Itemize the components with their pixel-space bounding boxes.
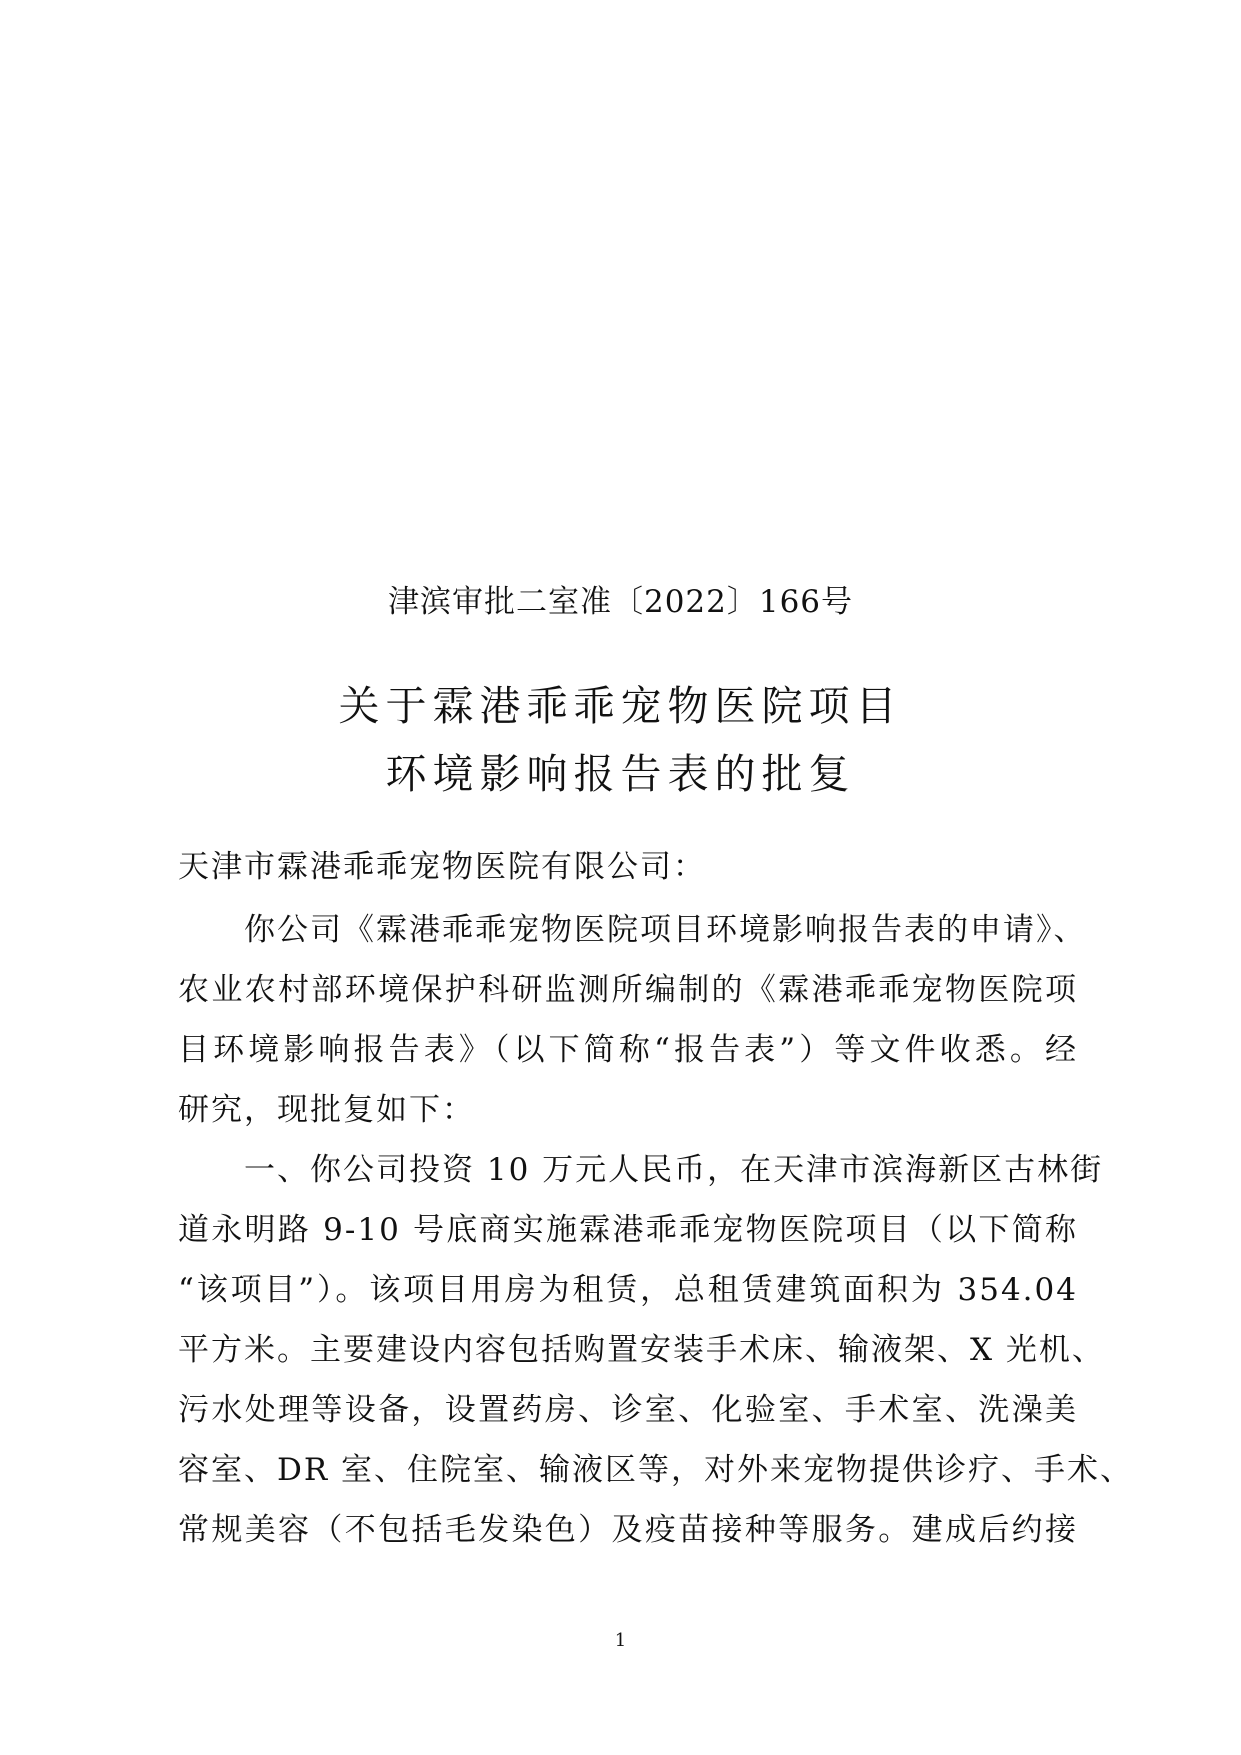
document-title-line-1: 关于霖港乖乖宠物医院项目 [338, 682, 903, 730]
body-line: 你公司《霖港乖乖宠物医院项目环境影响报告表的申请》、 [244, 912, 1087, 948]
body-line: 平方米。主要建设内容包括购置安装手术床、输液架、X 光机、 [178, 1332, 1105, 1368]
body-line: 常规美容（不包括毛发染色）及疫苗接种等服务。建成后约接 [178, 1512, 1078, 1548]
addressee: 天津市霖港乖乖宠物医院有限公司： [178, 849, 706, 885]
document-title-line-2: 环境影响报告表的批复 [385, 750, 856, 798]
body-line: “该项目”）。该项目用房为租赁，总租赁建筑面积为 354.04 [178, 1272, 1078, 1308]
body-line: 研究，现批复如下： [178, 1092, 475, 1128]
body-line: 道永明路 9-10 号底商实施霖港乖乖宠物医院项目（以下简称 [178, 1212, 1078, 1248]
body-line: 目环境影响报告表》（以下简称“报告表”）等文件收悉。经 [178, 1032, 1078, 1068]
body-line: 一、你公司投资 10 万元人民币，在天津市滨海新区古林街 [244, 1152, 1104, 1188]
page-number: 1 [614, 1630, 627, 1651]
body-line: 污水处理等设备，设置药房、诊室、化验室、手术室、洗澡美 [178, 1392, 1078, 1428]
body-line: 容室、DR 室、住院室、输液区等，对外来宠物提供诊疗、手术、 [178, 1452, 1134, 1488]
document-number: 津滨审批二室准〔2022〕166号 [387, 584, 854, 620]
body-line: 农业农村部环境保护科研监测所编制的《霖港乖乖宠物医院项 [178, 972, 1078, 1008]
